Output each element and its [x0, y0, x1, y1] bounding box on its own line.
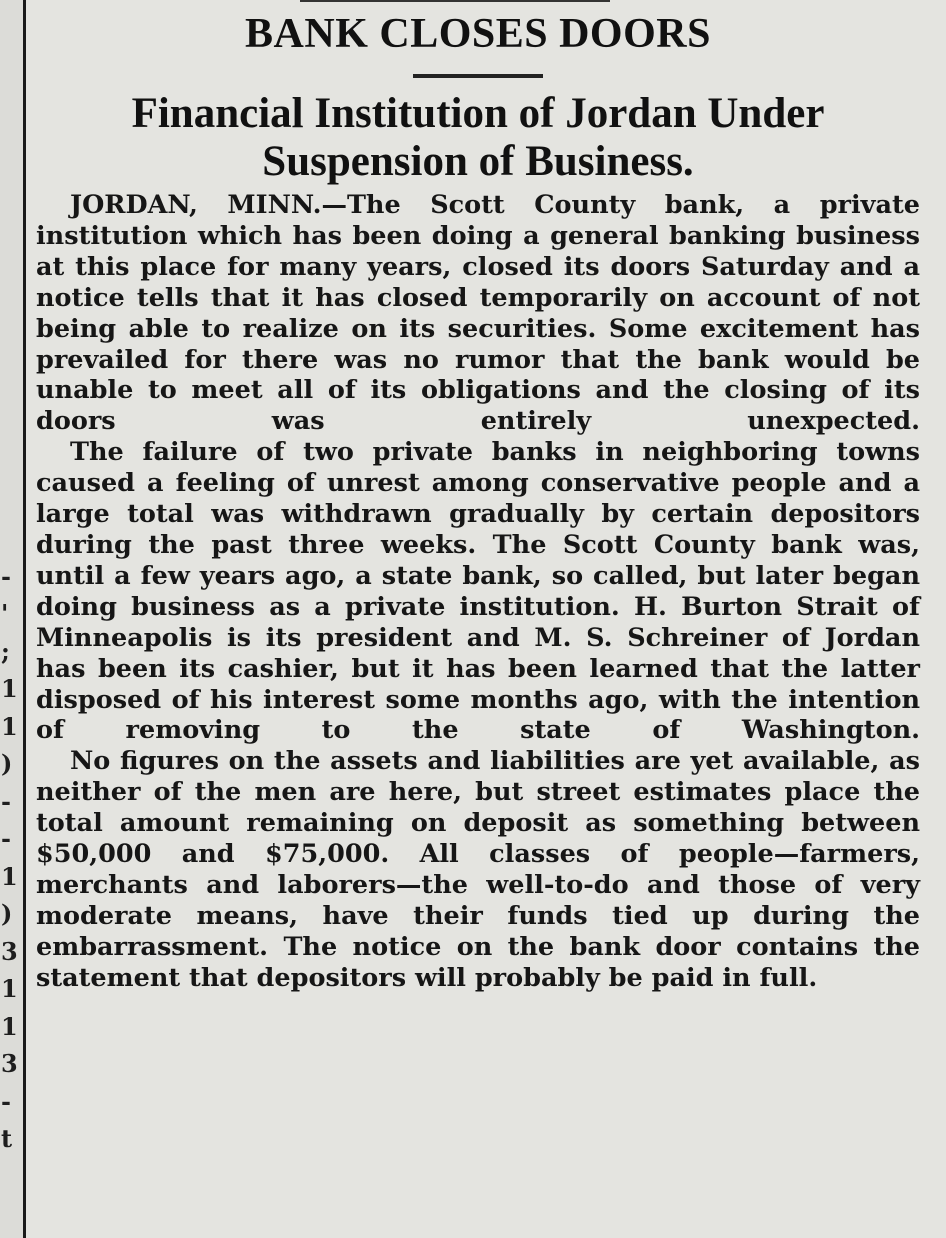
headline: BANK CLOSES DOORS [245, 11, 711, 57]
headline-divider [413, 74, 543, 78]
article-paragraph-2: The failure of two private banks in neighboring towns caused a feeling of unrest among conservative people and a large total was withdrawn gradually by certain depositors during the past three weeks. The Scott County bank was, until a few years ago, a state bank, so called, but later began doing business as a private institution. H. Burton Strait of Minneapolis is its president and M. S. Schreiner of Jordan has been its cashier, but it has been learned that the latter disposed of his interest some months ago, with the intention of removing to the state of Washington. [36, 437, 920, 746]
column-rule [23, 0, 26, 1238]
adjacent-column-fragments: - ' ; 1 1 ) - - 1 ) 3 1 1 3 - t [1, 561, 18, 1153]
article-paragraph-1: JORDAN, MINN.—The Scott County bank, a private institution which has been doing a general banking business at this place for many years, closed its doors Saturday and a notice tells that it has closed temporarily on account of not being able to realize on its securities. Some excitement has prevailed for there was no rumor that the bank would be unable to meet all of its obligations and the closing of its doors was entirely unexpected. [36, 190, 920, 437]
article-paragraph-3: No figures on the assets and liabilities are yet available, as neither of the men are here, but street estimates place the total amount remaining on deposit as something between $50,000 and $75,000. All classes of people—farmers, merchants and laborers—the well-to-do and those of very moderate means, have their funds tied up during the embarrassment. The notice on the bank door contains the statement that depositors will probably be paid in full. [36, 746, 920, 993]
news-article [36, 8, 920, 994]
top-rule [300, 0, 610, 2]
subheadline: Financial Institution of Jordan Under Suspension of Business. [131, 90, 825, 185]
